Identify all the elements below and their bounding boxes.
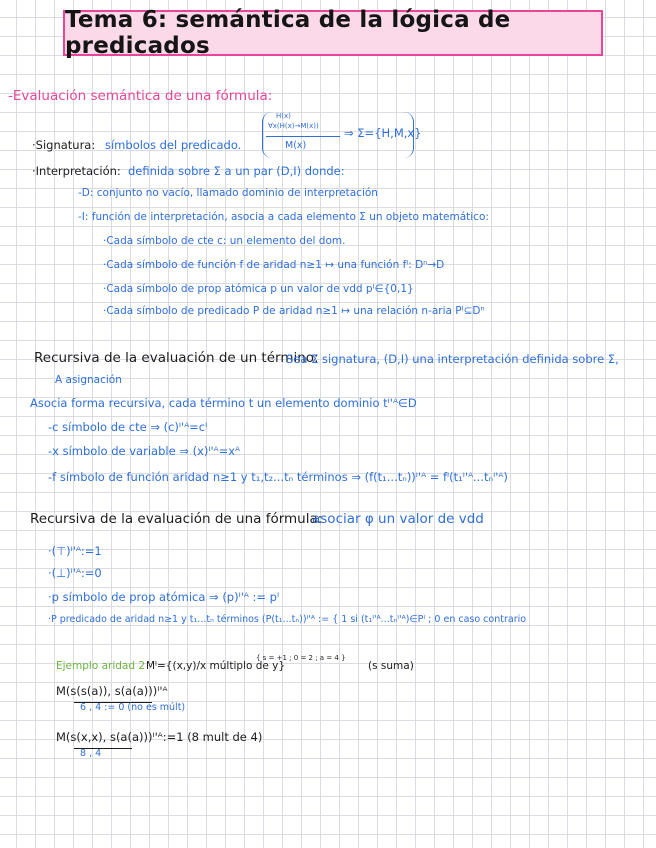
example-note: (s suma) [368, 660, 414, 672]
example-line-1-sub: 6 , 4 := 0 (no es múlt) [80, 702, 186, 713]
signatura-frac-top-2: ∀x(H(x)→M(x)) [268, 122, 319, 130]
interpretacion-label: ·Interpretación: [32, 164, 121, 178]
section3-heading: Recursiva de la evaluación de una fórmula: [30, 511, 323, 527]
interpretacion-item-d: -D: conjunto no vacío, llamado dominio de interpretación [78, 187, 378, 199]
example-text: Mᴵ={(x,y)/x múltiplo de y} [146, 660, 286, 672]
example-label: Ejemplo aridad 2 [56, 660, 146, 672]
signatura-frac-bottom: M(x) [285, 140, 307, 151]
formula-item-top: ·(⊤)ᴵ'ᴬ:=1 [48, 544, 102, 558]
signatura-fraction-line [266, 136, 340, 137]
interpretacion-text: definida sobre Σ a un par (D,I) donde: [128, 164, 345, 178]
subitem-predicado: ·Cada símbolo de predicado P de aridad n≥1 ↦ una relación n-aria Pᴵ⊆Dⁿ [103, 305, 485, 317]
term-item-constante: -c símbolo de cte ⇒ (c)ᴵ'ᴬ=cᴵ [48, 420, 208, 434]
signatura-result: ⇒ Σ={H,M,x} [344, 126, 422, 140]
section2-asocia: Asocia forma recursiva, cada término t un elemento dominio tᴵ'ᴬ∈D [30, 396, 417, 410]
term-item-variable: -x símbolo de variable ⇒ (x)ᴵ'ᴬ=xᴬ [48, 444, 241, 458]
example-line-2: M(s(x,x), s(a(a)))ᴵ'ᴬ:=1 (8 mult de 4) [56, 730, 263, 744]
formula-item-predicado: ·P predicado de aridad n≥1 y t₁...tₙ términos (P(t₁...tₙ))ᴵ'ᴬ := { 1 si (t₁ᴵ'ᴬ...tₙᴵ'ᴬ)∈Pᴵ ; 0 en caso contrario [48, 614, 527, 625]
formula-item-prop: ·p símbolo de prop atómica ⇒ (p)ᴵ'ᴬ := pᴵ [48, 590, 280, 604]
example-line-1: M(s(s(a)), s(a(a)))ᴵ'ᴬ [56, 684, 168, 698]
subitem-prop-atomica: ·Cada símbolo de prop atómica p un valor de vdd pᴵ∈{0,1} [103, 283, 414, 295]
signatura-text: símbolos del predicado. [105, 138, 242, 152]
subitem-constante: ·Cada símbolo de cte c: un elemento del dom. [103, 235, 346, 247]
example-brace: { s = +1 ; 0 = 2 ; a = 4 } [256, 654, 346, 662]
signatura-frac-top-1: H(x) [276, 112, 291, 120]
section3-rest: asociar φ un valor de vdd [312, 511, 484, 527]
section2-asignacion: A asignación [55, 374, 122, 386]
section2-rest: Sea Σ signatura, (D,I) una interpretación definida sobre Σ, [286, 352, 619, 366]
title-box [63, 7, 603, 59]
formula-item-bottom: ·(⊥)ᴵ'ᴬ:=0 [48, 566, 102, 580]
interpretacion-item-i: -I: función de interpretación, asocia a cada elemento Σ un objeto matemático: [78, 211, 489, 223]
section2-heading: Recursiva de la evaluación de un término: [34, 350, 319, 366]
example-line-2-sub: 8 , 4 [80, 748, 102, 759]
section1-heading: -Evaluación semántica de una fórmula: [8, 88, 273, 104]
term-item-funcion: -f símbolo de función aridad n≥1 y t₁,t₂...tₙ términos ⇒ (f(t₁...tₙ))ᴵ'ᴬ = fᴵ(t₁ᴵ'ᴬ...tₙᴵ'ᴬ) [48, 470, 508, 484]
subitem-funcion: ·Cada símbolo de función f de aridad n≥1 ↦ una función fᴵ: Dⁿ→D [103, 259, 445, 271]
signatura-label: ·Signatura: [32, 138, 96, 152]
page-title: Tema 6: semántica de la lógica de predicados [65, 7, 511, 59]
